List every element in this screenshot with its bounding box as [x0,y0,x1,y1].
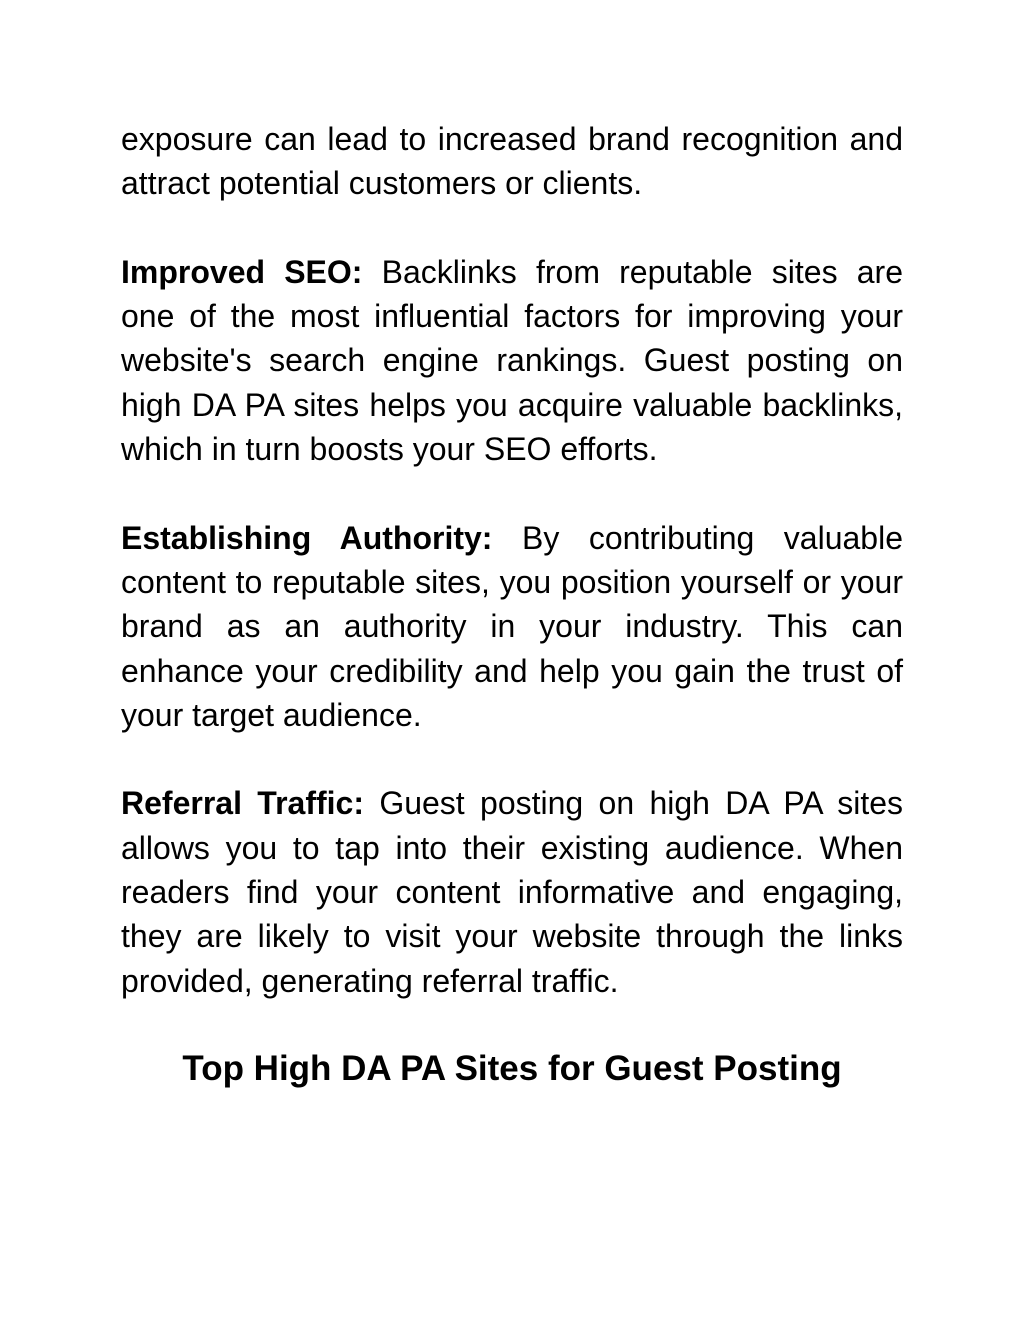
document-page [121,117,903,1091]
improved-seo-heading: Improved SEO: [121,253,363,290]
improved-seo-text: Backlinks from reputable sites are one of the most influential factors for improving your website's search engine rankings. Guest posting on high DA PA sites helps you acquire valuable backlinks, which in turn boosts your SEO efforts. [121,253,904,468]
referral-traffic-text: Guest posting on high DA PA sites allows you to tap into their existing audience. When readers find your content informative and engaging, they are likely to visit your website through the links provided, generating referral traffic. [121,785,904,999]
paragraph-referral-traffic [121,781,903,1002]
establishing-authority-heading: Establishing Authority: [121,519,493,556]
paragraph-establishing-authority [121,516,903,737]
paragraph-exposure-text: exposure can lead to increased brand recognition and attract potential customers or clients. [121,121,903,202]
paragraph-exposure [121,117,903,206]
paragraph-improved-seo [121,250,903,471]
section-heading: Top High DA PA Sites for Guest Posting [182,1049,842,1089]
establishing-authority-text: By contributing valuable content to reputable sites, you position yourself or your brand as an authority in your industry. This can enhance your credibility and help you gain the trust of your target audience. [121,519,904,733]
referral-traffic-heading: Referral Traffic: [121,785,364,822]
